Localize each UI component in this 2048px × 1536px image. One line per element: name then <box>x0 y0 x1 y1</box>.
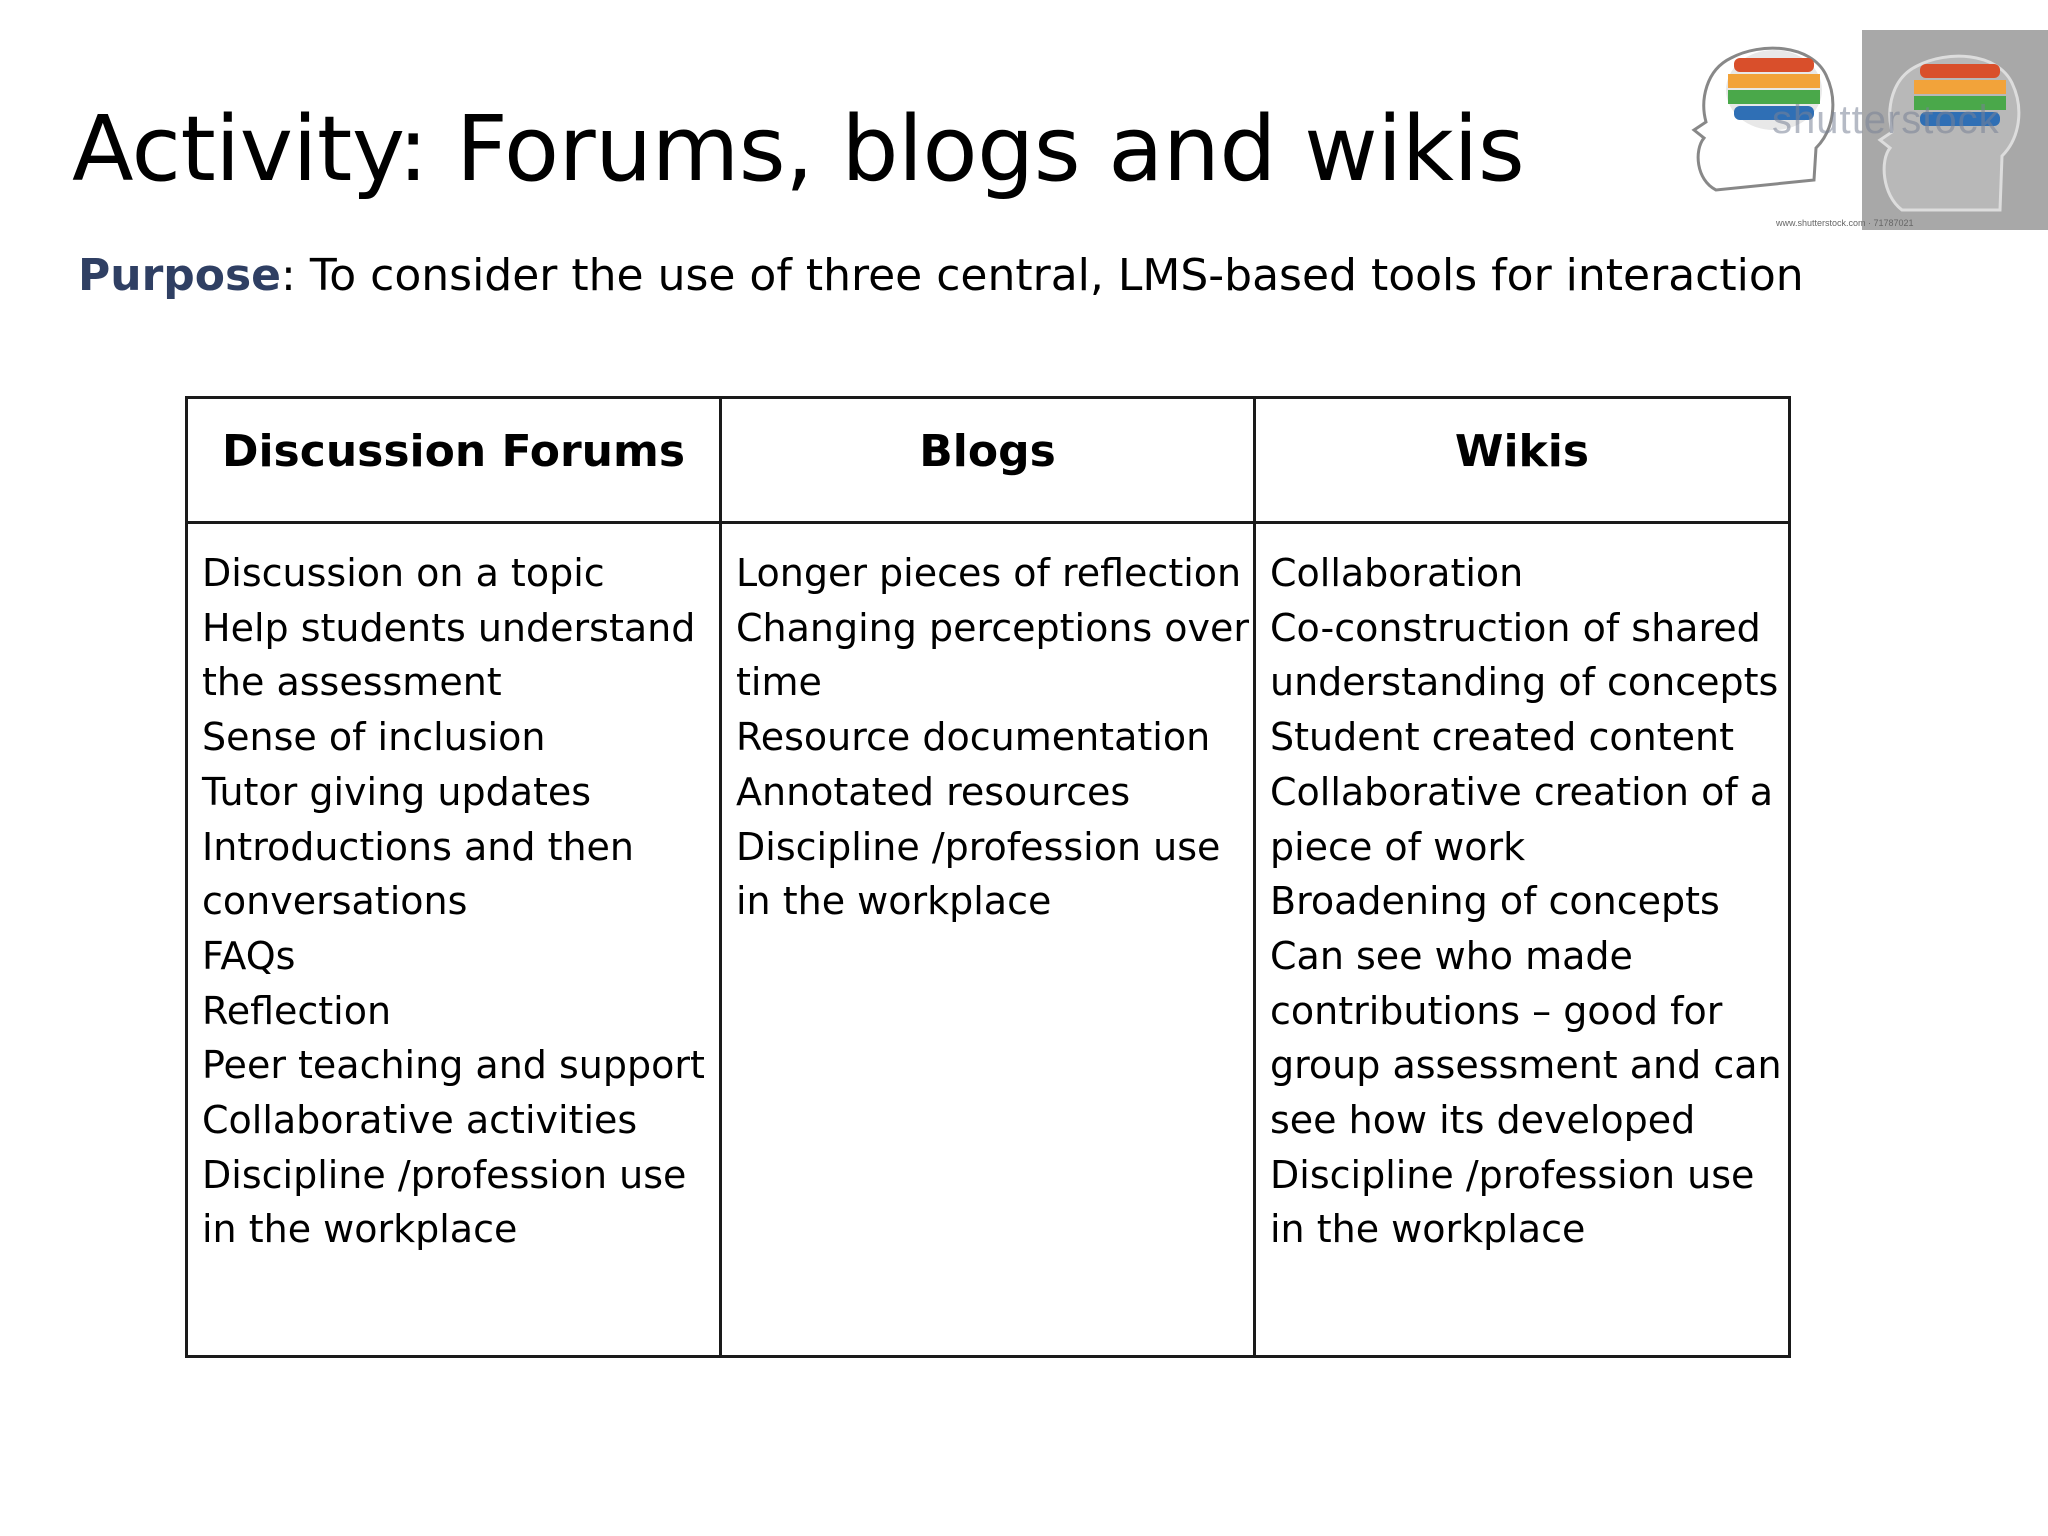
purpose-label: Purpose <box>78 250 282 301</box>
table-header-row <box>187 398 1790 523</box>
purpose-line <box>78 250 1804 303</box>
list-item: Co-construction of shared <box>1270 605 1761 650</box>
list-item: piece of work <box>1270 824 1526 869</box>
header-blogs: Blogs <box>721 398 1255 523</box>
blogs-cell <box>721 523 1255 1357</box>
table-row <box>187 523 1790 1357</box>
list-item: Broadening of concepts <box>1270 879 1720 924</box>
list-item: see how its developed <box>1270 1098 1696 1143</box>
list-item: time <box>736 660 822 705</box>
list-item: Discipline /profession use <box>1270 1152 1755 1197</box>
list-item: Introductions and then <box>202 824 635 869</box>
list-item: Collaboration <box>1270 551 1524 595</box>
list-item: Annotated resources <box>736 769 1131 814</box>
list-item: Tutor giving updates <box>202 769 592 814</box>
list-item: Changing perceptions over <box>736 605 1250 650</box>
list-item: Student created content <box>1270 715 1734 760</box>
list-item: in the workplace <box>202 1207 518 1252</box>
forums-cell <box>187 523 721 1357</box>
list-item: Can see who made <box>1270 933 1633 978</box>
forums-list <box>202 546 705 1257</box>
list-item: Discipline /profession use <box>202 1152 687 1197</box>
list-item: Resource documentation <box>736 715 1211 760</box>
list-item: Peer teaching and support <box>202 1043 705 1088</box>
list-item: Sense of inclusion <box>202 715 546 760</box>
list-item: conversations <box>202 879 468 924</box>
list-item: Reflection <box>202 988 392 1033</box>
list-item: contributions – good for <box>1270 988 1723 1033</box>
comparison-table <box>185 396 1791 1358</box>
list-item: Collaborative creation of a <box>1270 769 1774 814</box>
list-item: Discussion on a topic <box>202 551 605 595</box>
list-item: Discipline /profession use <box>736 824 1221 869</box>
list-item: Help students understand <box>202 605 696 650</box>
list-item: group assessment and can <box>1270 1043 1782 1088</box>
brain-images <box>1676 30 2048 230</box>
watermark-text: shutterstock <box>1772 98 2000 142</box>
list-item: Collaborative activities <box>202 1098 638 1143</box>
list-item: Longer pieces of reflection <box>736 551 1242 595</box>
wikis-cell <box>1255 523 1790 1357</box>
slide-title: Activity: Forums, blogs and wikis <box>72 97 1525 202</box>
header-discussion-forums: Discussion Forums <box>187 398 721 523</box>
list-item: understanding of concepts <box>1270 660 1779 705</box>
list-item: FAQs <box>202 933 296 978</box>
watermark-url: www.shutterstock.com · 71787021 <box>1776 218 1914 228</box>
purpose-text: : To consider the use of three central, LMS-based tools for interaction <box>281 250 1804 301</box>
list-item: the assessment <box>202 660 502 705</box>
wikis-list <box>1270 546 1782 1257</box>
header-wikis: Wikis <box>1255 398 1790 523</box>
list-item: in the workplace <box>1270 1207 1586 1252</box>
list-item: in the workplace <box>736 879 1052 924</box>
blogs-list <box>736 546 1250 929</box>
